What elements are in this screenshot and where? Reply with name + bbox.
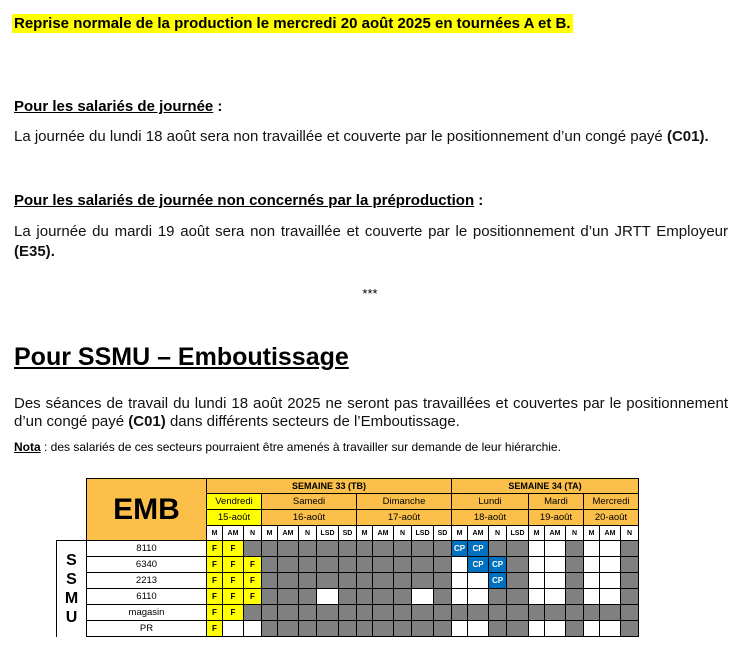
shift-header: SD [339, 526, 357, 541]
shift-cell-off [566, 541, 584, 557]
shift-cell-off [621, 589, 639, 605]
shift-cell-off [489, 621, 507, 637]
sector-label: 6110 [87, 589, 207, 605]
shift-cell-off [278, 605, 299, 621]
shift-cell-off [317, 605, 339, 621]
section-title-non-concernes [14, 192, 483, 209]
table-row [57, 621, 639, 637]
shift-cell-conge: CP [489, 573, 507, 589]
shift-cell-empty [545, 541, 566, 557]
leave-code: (C01) [128, 413, 166, 430]
shift-cell-empty [223, 621, 244, 637]
date-header: 15-août [207, 510, 262, 526]
section-paragraph-journee [14, 127, 728, 147]
schedule-table-wrapper [56, 478, 639, 637]
shift-cell-off [262, 541, 278, 557]
shift-cell-off [566, 557, 584, 573]
shift-cell-off [244, 541, 262, 557]
shift-cell-off [339, 605, 357, 621]
shift-cell-off [621, 621, 639, 637]
shift-cell-off [262, 605, 278, 621]
shift-cell-empty [244, 621, 262, 637]
shift-cell-off [244, 605, 262, 621]
paragraph-text: La journée du mardi 19 août sera non travaillée et couverte par le positionnement d’un JRTT Employeur [14, 223, 728, 240]
shift-cell-off [545, 605, 566, 621]
shift-header: M [262, 526, 278, 541]
shift-cell-off [394, 557, 412, 573]
shift-header: M [357, 526, 373, 541]
shift-header: LSD [507, 526, 529, 541]
shift-cell-worked: F [244, 589, 262, 605]
shift-cell-off [434, 573, 452, 589]
shift-cell-off [394, 589, 412, 605]
shift-cell-off [394, 621, 412, 637]
shift-cell-off [412, 605, 434, 621]
shift-cell-empty [584, 621, 600, 637]
shift-cell-off [317, 541, 339, 557]
shift-cell-off [299, 541, 317, 557]
table-corner [57, 479, 87, 494]
shift-header: AM [545, 526, 566, 541]
shift-cell-off [278, 541, 299, 557]
shift-cell-off [507, 605, 529, 621]
shift-cell-off [507, 589, 529, 605]
shift-cell-off [529, 605, 545, 621]
separator-stars: *** [362, 286, 378, 301]
leave-code: (E35) [14, 243, 51, 260]
shift-cell-off [357, 557, 373, 573]
shift-cell-worked: F [207, 621, 223, 637]
shift-cell-off [600, 605, 621, 621]
shift-cell-off [621, 573, 639, 589]
shift-cell-empty [452, 573, 468, 589]
shift-cell-off [317, 573, 339, 589]
shift-header: M [584, 526, 600, 541]
shift-cell-empty [600, 557, 621, 573]
shift-header: N [299, 526, 317, 541]
shift-cell-off [621, 605, 639, 621]
day-header: Vendredi [207, 494, 262, 510]
shift-header: N [566, 526, 584, 541]
date-header: 16-août [262, 510, 357, 526]
shift-cell-off [373, 589, 394, 605]
nota-label: Nota [14, 440, 41, 454]
section-title-text: Pour les salariés de journée non concernés par la préproduction [14, 192, 475, 209]
shift-cell-worked: F [244, 573, 262, 589]
date-header: 18-août [452, 510, 529, 526]
shift-cell-off [317, 557, 339, 573]
vertical-letter: S [66, 570, 77, 588]
shift-header: N [489, 526, 507, 541]
date-header: 17-août [357, 510, 452, 526]
shift-cell-empty [600, 573, 621, 589]
shift-cell-conge: CP [452, 541, 468, 557]
shift-header: SD [434, 526, 452, 541]
shift-cell-off [452, 605, 468, 621]
vertical-letter: M [64, 589, 79, 607]
shift-cell-conge: CP [489, 557, 507, 573]
shift-header: N [394, 526, 412, 541]
sector-label: PR [87, 621, 207, 637]
shift-cell-off [584, 605, 600, 621]
date-header: 20-août [584, 510, 639, 526]
shift-cell-off [434, 541, 452, 557]
shift-cell-worked: F [207, 605, 223, 621]
shift-cell-off [373, 557, 394, 573]
shift-cell-empty [584, 589, 600, 605]
shift-cell-conge: CP [468, 557, 489, 573]
shift-cell-off [278, 621, 299, 637]
shift-cell-off [489, 541, 507, 557]
shift-header: AM [600, 526, 621, 541]
shift-cell-worked: F [223, 557, 244, 573]
shift-cell-off [357, 589, 373, 605]
shift-header: LSD [317, 526, 339, 541]
shift-cell-off [434, 589, 452, 605]
sector-label: 2213 [87, 573, 207, 589]
shift-cell-worked: F [223, 589, 244, 605]
shift-cell-worked: F [223, 541, 244, 557]
table-row [57, 605, 639, 621]
day-header: Dimanche [357, 494, 452, 510]
table-corner [57, 510, 87, 526]
shift-cell-empty [584, 541, 600, 557]
paragraph-text: Des séances de travail du lundi 18 août 2025 ne seront pas travaillées et couvertes par le positionnement d’un congé payé [14, 395, 728, 430]
shift-cell-empty [545, 573, 566, 589]
shift-cell-empty [600, 621, 621, 637]
shift-cell-off [317, 621, 339, 637]
shift-cell-worked: F [207, 557, 223, 573]
day-header: Mercredi [584, 494, 639, 510]
shift-header: AM [468, 526, 489, 541]
shift-cell-off [262, 621, 278, 637]
shift-cell-off [373, 541, 394, 557]
shift-cell-empty [468, 621, 489, 637]
shift-cell-off [339, 621, 357, 637]
shift-cell-off [394, 541, 412, 557]
shift-cell-empty [545, 589, 566, 605]
emb-label: EMB [87, 479, 207, 541]
paragraph-end: dans différents secteurs de l’Emboutissage. [165, 413, 460, 430]
shift-cell-empty [545, 621, 566, 637]
table-row [57, 541, 639, 557]
shift-cell-off [412, 573, 434, 589]
table-row [57, 573, 639, 589]
shift-cell-off [489, 605, 507, 621]
shift-cell-empty [452, 621, 468, 637]
shift-cell-off [357, 621, 373, 637]
shift-cell-empty [529, 557, 545, 573]
shift-cell-off [566, 573, 584, 589]
shift-cell-worked: F [223, 573, 244, 589]
shift-cell-off [278, 557, 299, 573]
shift-cell-off [394, 605, 412, 621]
shift-cell-off [621, 541, 639, 557]
leave-code: (C01) [666, 128, 705, 145]
shift-cell-off [394, 573, 412, 589]
table-corner [57, 494, 87, 510]
sector-label: magasin [87, 605, 207, 621]
week-header: SEMAINE 33 (TB) [207, 479, 452, 494]
shift-cell-off [262, 573, 278, 589]
shift-cell-off [373, 573, 394, 589]
table-row [57, 589, 639, 605]
schedule-table [56, 478, 639, 637]
sector-label: 6340 [87, 557, 207, 573]
shift-header: N [621, 526, 639, 541]
shift-cell-off [566, 621, 584, 637]
shift-header: M [529, 526, 545, 541]
day-header: Samedi [262, 494, 357, 510]
section-title-text: Pour les salariés de journée [14, 98, 214, 115]
shift-cell-off [278, 589, 299, 605]
ssmu-title: Pour SSMU – Emboutissage [14, 343, 349, 371]
shift-header: M [452, 526, 468, 541]
section-title-suffix: : [474, 192, 484, 209]
shift-cell-worked: F [223, 605, 244, 621]
shift-cell-worked: F [207, 589, 223, 605]
table-row [57, 557, 639, 573]
shift-cell-empty [452, 589, 468, 605]
shift-cell-off [339, 541, 357, 557]
shift-cell-off [262, 557, 278, 573]
day-header: Lundi [452, 494, 529, 510]
shift-cell-conge: CP [468, 541, 489, 557]
shift-header: N [244, 526, 262, 541]
shift-cell-empty [545, 557, 566, 573]
paragraph-end: . [50, 243, 55, 260]
date-header: 19-août [529, 510, 584, 526]
shift-cell-empty [584, 573, 600, 589]
vertical-letter: U [65, 608, 78, 626]
shift-cell-empty [317, 589, 339, 605]
table-corner [57, 526, 87, 541]
shift-cell-worked: F [207, 573, 223, 589]
shift-header: AM [278, 526, 299, 541]
shift-cell-empty [529, 541, 545, 557]
shift-cell-off [434, 557, 452, 573]
shift-cell-off [339, 589, 357, 605]
sector-label: 8110 [87, 541, 207, 557]
shift-cell-off [299, 573, 317, 589]
shift-cell-off [357, 541, 373, 557]
shift-cell-off [507, 573, 529, 589]
shift-cell-off [412, 541, 434, 557]
shift-cell-worked: F [244, 557, 262, 573]
shift-cell-off [373, 621, 394, 637]
shift-cell-off [278, 573, 299, 589]
shift-cell-off [566, 589, 584, 605]
shift-cell-off [373, 605, 394, 621]
day-header: Mardi [529, 494, 584, 510]
shift-cell-off [434, 605, 452, 621]
vertical-label [57, 541, 87, 637]
shift-cell-off [339, 557, 357, 573]
shift-cell-worked: F [207, 541, 223, 557]
shift-cell-empty [468, 589, 489, 605]
shift-cell-empty [529, 621, 545, 637]
section-title-suffix: : [213, 98, 223, 115]
shift-header: LSD [412, 526, 434, 541]
shift-cell-off [489, 589, 507, 605]
shift-cell-empty [412, 589, 434, 605]
shift-cell-off [507, 557, 529, 573]
shift-cell-empty [468, 573, 489, 589]
shift-cell-off [412, 557, 434, 573]
ssmu-paragraph [14, 395, 728, 431]
shift-cell-off [468, 605, 489, 621]
shift-cell-off [357, 605, 373, 621]
paragraph-end: . [704, 128, 709, 145]
shift-header: AM [223, 526, 244, 541]
shift-cell-off [299, 621, 317, 637]
shift-cell-empty [529, 589, 545, 605]
shift-cell-off [412, 621, 434, 637]
shift-header: M [207, 526, 223, 541]
section-paragraph-non-concernes [14, 222, 728, 262]
shift-cell-off [299, 605, 317, 621]
shift-cell-empty [452, 557, 468, 573]
shift-cell-off [299, 557, 317, 573]
shift-cell-empty [600, 541, 621, 557]
shift-cell-empty [529, 573, 545, 589]
shift-cell-empty [600, 589, 621, 605]
shift-cell-off [621, 557, 639, 573]
paragraph-text: La journée du lundi 18 août sera non travaillée et couverte par le positionnement d’un congé payé [14, 128, 667, 145]
nota [14, 440, 561, 454]
section-title-journee [14, 98, 222, 115]
shift-cell-off [339, 573, 357, 589]
shift-cell-off [566, 605, 584, 621]
shift-cell-empty [584, 557, 600, 573]
production-banner: Reprise normale de la production le mercredi 20 août 2025 en tournées A et B. [14, 15, 571, 32]
shift-header: AM [373, 526, 394, 541]
shift-cell-off [507, 621, 529, 637]
vertical-letter: S [66, 551, 77, 569]
shift-cell-off [299, 589, 317, 605]
shift-cell-off [507, 541, 529, 557]
shift-cell-off [262, 589, 278, 605]
shift-cell-off [434, 621, 452, 637]
week-header: SEMAINE 34 (TA) [452, 479, 639, 494]
shift-cell-off [357, 573, 373, 589]
nota-text: : des salariés de ces secteurs pourraient être amenés à travailler sur demande de leur hiérarchie. [40, 440, 561, 454]
